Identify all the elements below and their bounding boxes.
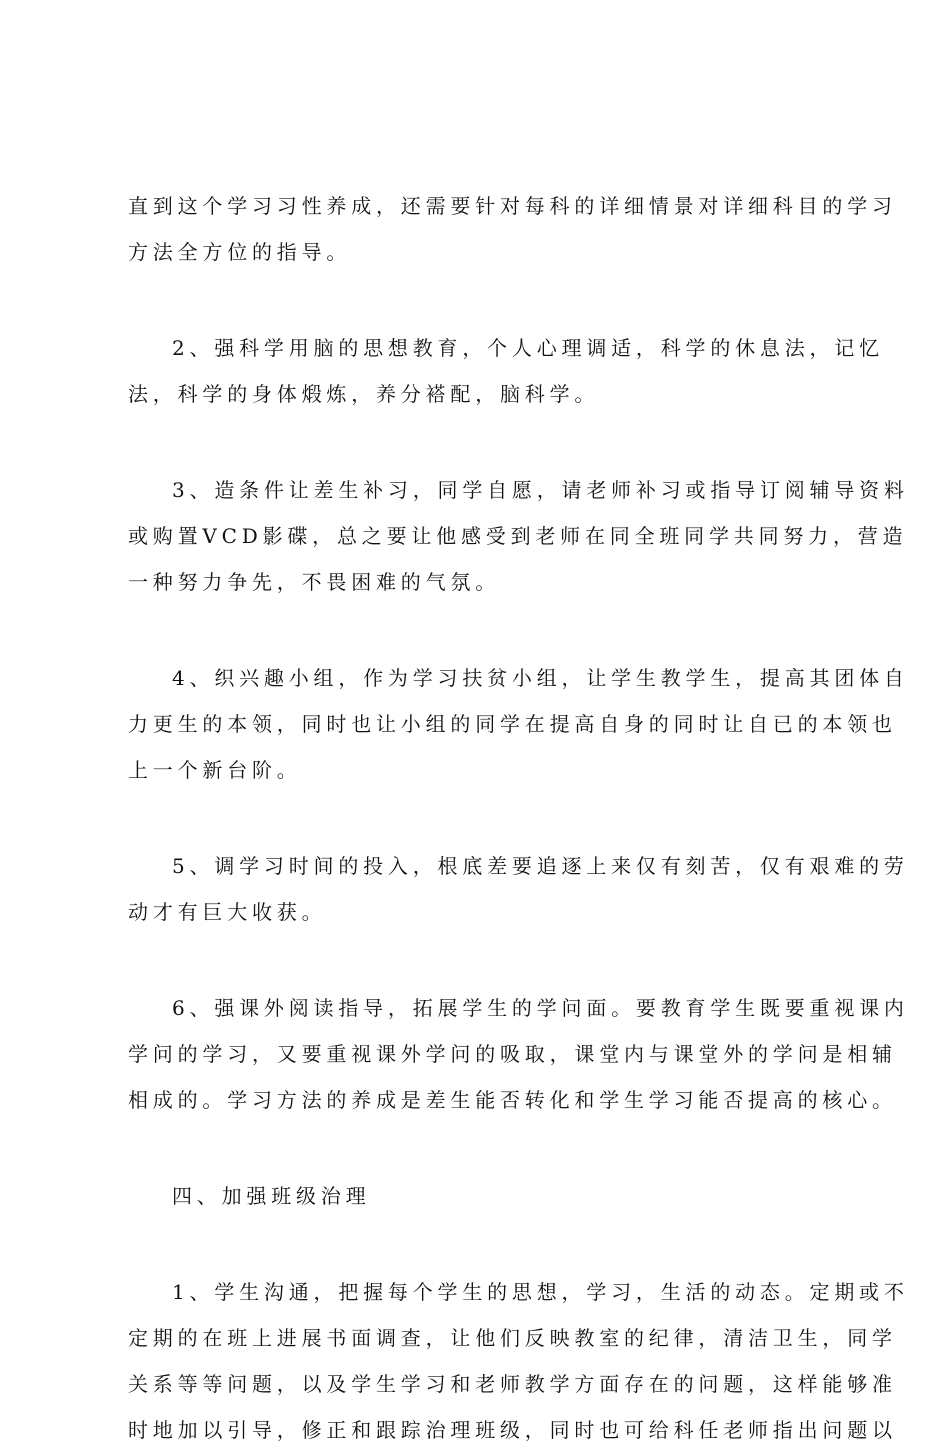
text-line: 6、强课外阅读指导，拓展学生的学问面。要教育学生既要重视课内 <box>172 996 909 1020</box>
text-line: 相成的。学习方法的养成是差生能否转化和学生学习能否提高的核心。 <box>128 1088 897 1112</box>
text-line: 时地加以引导，修正和跟踪治理班级，同时也可给科任老师指出问题以 <box>128 1418 897 1442</box>
text-line: 4、织兴趣小组，作为学习扶贫小组，让学生教学生，提高其团体自 <box>172 666 909 690</box>
paragraph <box>128 183 897 275</box>
text-line: 动才有巨大收获。 <box>128 900 327 924</box>
text-line: 上一个新台阶。 <box>128 758 302 782</box>
heading-text: 四、加强班级治理 <box>172 1184 371 1208</box>
text-line: 3、造条件让差生补习，同学自愿，请老师补习或指导订阅辅导资料 <box>172 478 909 502</box>
text-line: 2、强科学用脑的思想教育，个人心理调适，科学的休息法，记忆 <box>172 336 884 360</box>
text-line: 直到这个学习习性养成，还需要针对每科的详细情景对详细科目的学习 <box>128 194 897 218</box>
text-line: 5、调学习时间的投入，根底差要追逐上来仅有刻苦，仅有艰难的劳 <box>172 854 909 878</box>
paragraph <box>128 655 909 793</box>
text-line: 或购置VCD影碟，总之要让他感受到老师在同全班同学共同努力，营造 <box>128 524 908 548</box>
paragraph <box>128 1269 909 1453</box>
document-body <box>128 183 909 1453</box>
text-line: 1、学生沟通，把握每个学生的思想，学习，生活的动态。定期或不 <box>172 1280 909 1304</box>
paragraph <box>128 325 884 417</box>
text-line: 定期的在班上进展书面调查，让他们反映教室的纪律，清洁卫生，同学 <box>128 1326 897 1350</box>
paragraph <box>128 843 909 935</box>
section-heading <box>128 1173 828 1219</box>
text-line: 关系等等问题，以及学生学习和老师教学方面存在的问题，这样能够准 <box>128 1372 897 1396</box>
text-line: 法，科学的身体煅炼，养分褡配，脑科学。 <box>128 382 600 406</box>
text-line: 方法全方位的指导。 <box>128 240 352 264</box>
paragraph <box>128 985 909 1123</box>
text-line: 力更生的本领，同时也让小组的同学在提高自身的同时让自已的本领也 <box>128 712 897 736</box>
text-line: 学问的学习，又要重视课外学问的吸取，课堂内与课堂外的学问是相辅 <box>128 1042 897 1066</box>
text-line: 一种努力争先，不畏困难的气氛。 <box>128 570 500 594</box>
paragraph <box>128 467 909 605</box>
